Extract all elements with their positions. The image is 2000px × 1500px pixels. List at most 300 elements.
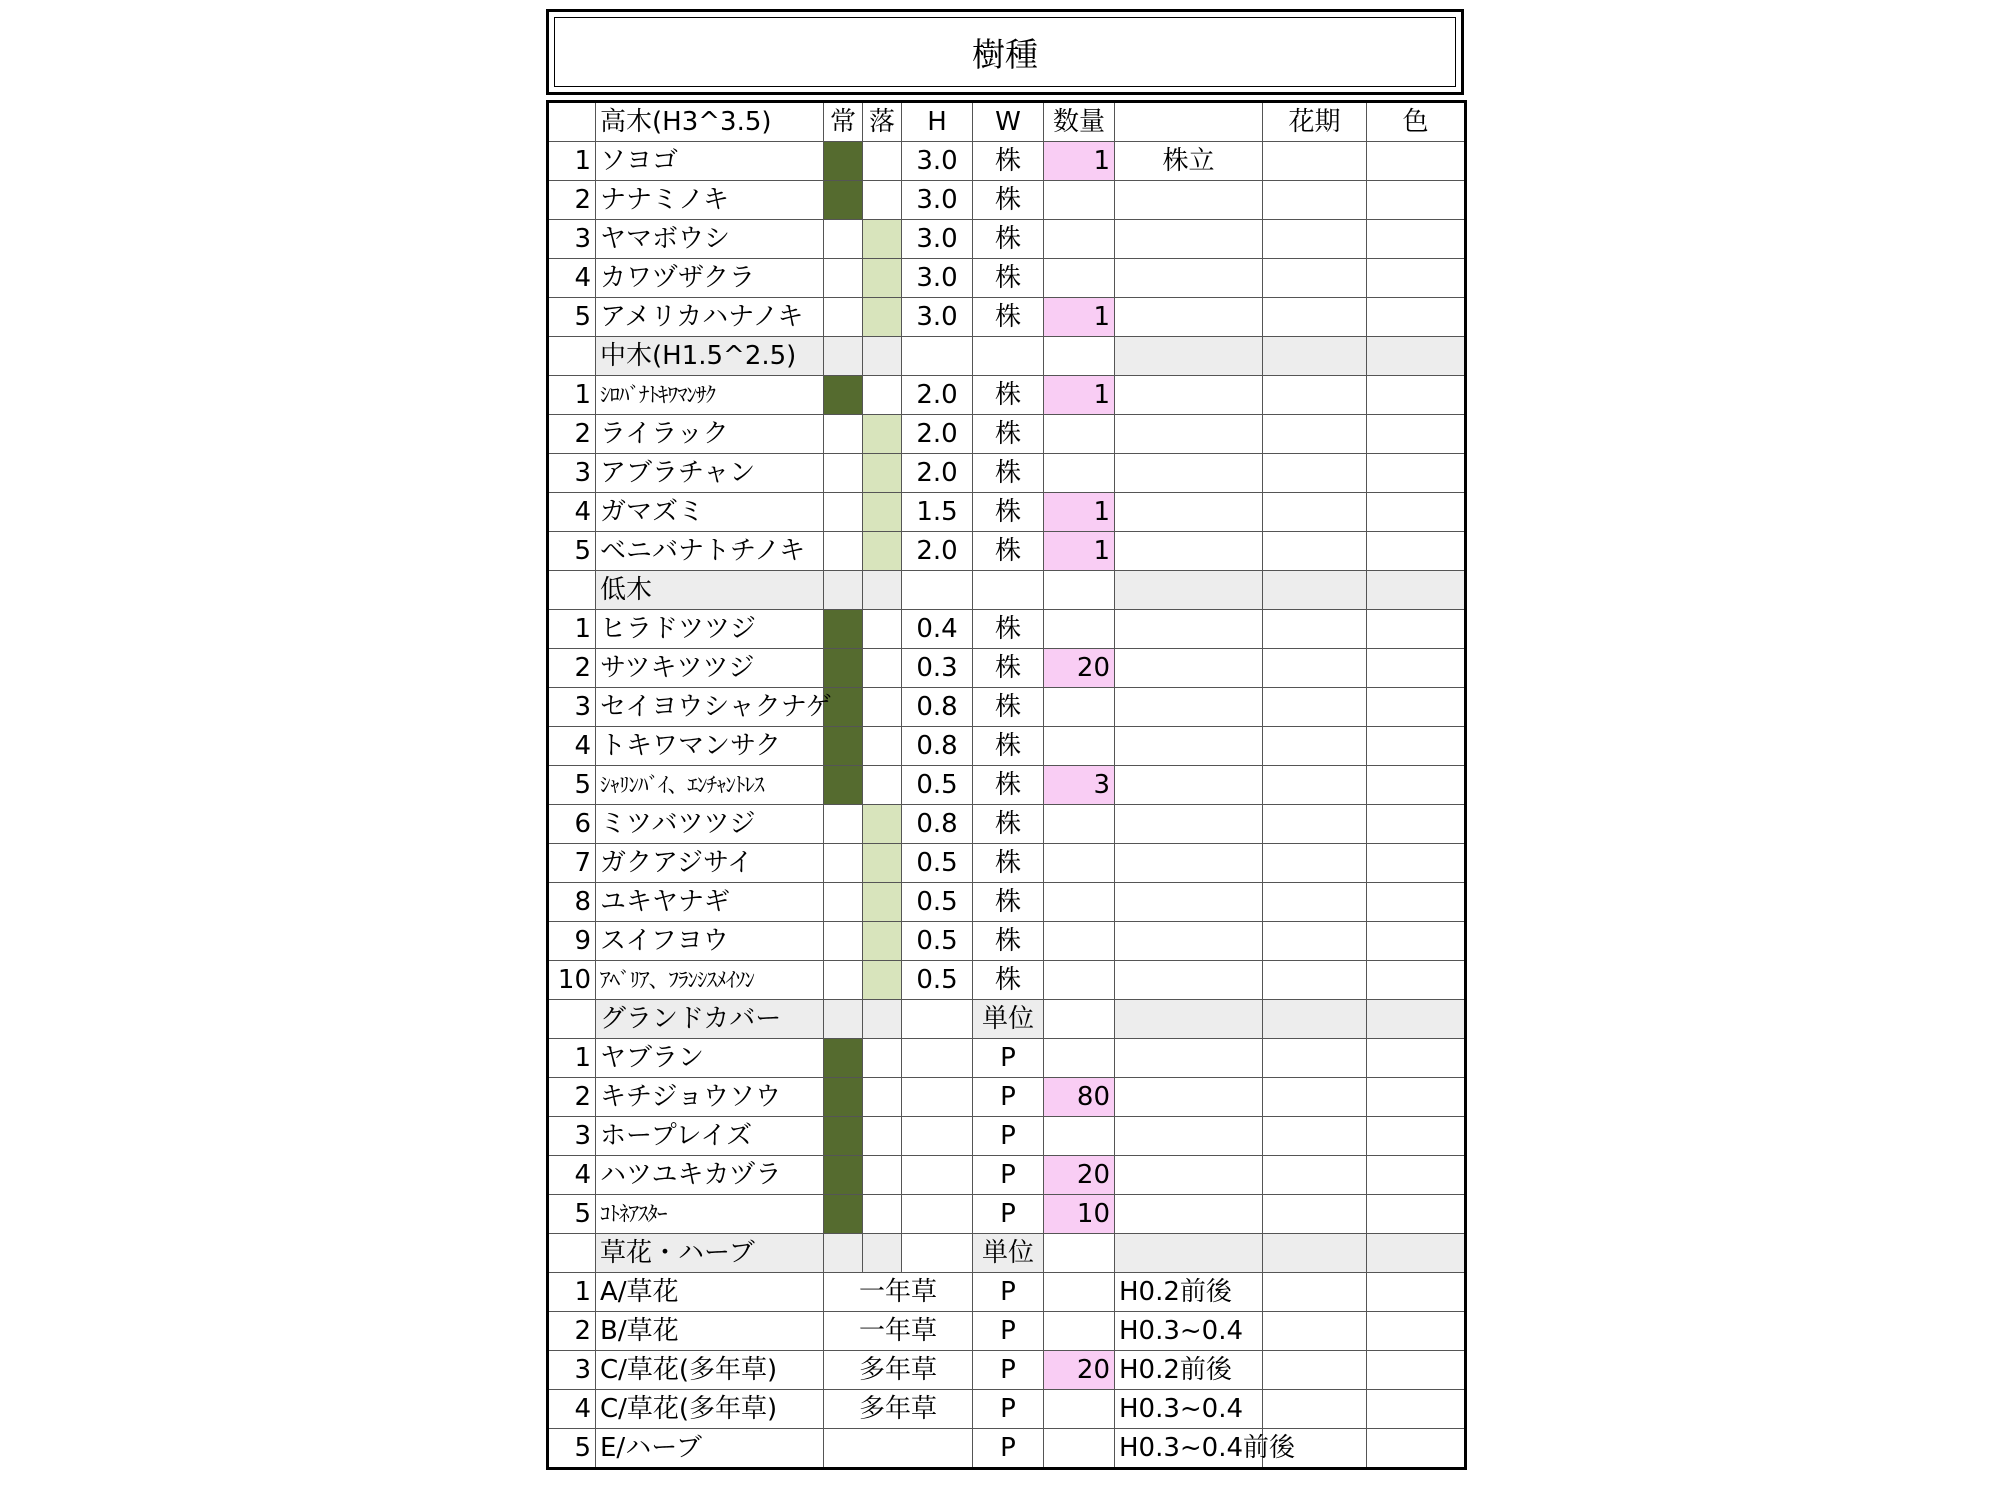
- deciduous-marker: [863, 922, 902, 961]
- deciduous-marker: [863, 961, 902, 1000]
- table-row: [548, 259, 1466, 298]
- color-cell: [1367, 766, 1466, 805]
- deciduous-marker: [863, 883, 902, 922]
- section-empty: [1367, 1000, 1466, 1039]
- section-empty: [824, 1000, 863, 1039]
- evergreen-marker: [824, 1039, 863, 1078]
- deciduous-marker: [863, 688, 902, 727]
- section-title: グランドカバー: [596, 1000, 824, 1039]
- section-empty: [824, 1234, 863, 1273]
- color-cell: [1367, 532, 1466, 571]
- row-number: 5: [548, 532, 596, 571]
- color-cell: [1367, 181, 1466, 220]
- table-row: [548, 883, 1466, 922]
- plant-name: ナナミノキ: [596, 181, 824, 220]
- table-row: [548, 922, 1466, 961]
- row-number: 4: [548, 727, 596, 766]
- height-cell: [902, 1156, 973, 1195]
- height-cell: [902, 1039, 973, 1078]
- section-title: 草花・ハーブ: [596, 1234, 824, 1273]
- bloom-cell: [1263, 142, 1367, 181]
- evergreen-marker: [824, 610, 863, 649]
- plant-name: トキワマンサク: [596, 727, 824, 766]
- section-empty: [863, 337, 902, 376]
- table-row: [548, 727, 1466, 766]
- row-number: 1: [548, 376, 596, 415]
- bloom-cell: [1263, 376, 1367, 415]
- plant-name: ｼｬﾘﾝﾊﾞｲ、ｴﾝﾁｬﾝﾄﾚｽ: [596, 766, 824, 805]
- section-header-row: [548, 337, 1466, 376]
- section-spacer: [548, 337, 596, 376]
- deciduous-marker: [863, 454, 902, 493]
- plant-name: ユキヤナギ: [596, 883, 824, 922]
- section-header-row: [548, 571, 1466, 610]
- plant-name: ライラック: [596, 415, 824, 454]
- evergreen-marker: [824, 961, 863, 1000]
- row-number: 4: [548, 1156, 596, 1195]
- note-cell: [1115, 298, 1263, 337]
- table-row: [548, 376, 1466, 415]
- quantity-cell: 1: [1044, 298, 1115, 337]
- row-number: 3: [548, 1351, 596, 1390]
- section-title: 低木: [596, 571, 824, 610]
- note-cell: H0.3~0.4前後: [1115, 1429, 1263, 1469]
- bloom-cell: [1263, 1312, 1367, 1351]
- plant-name: スイフヨウ: [596, 922, 824, 961]
- bloom-cell: [1263, 766, 1367, 805]
- color-cell: [1367, 493, 1466, 532]
- deciduous-marker: [863, 181, 902, 220]
- color-cell: [1367, 454, 1466, 493]
- height-cell: 0.3: [902, 649, 973, 688]
- note-cell: H0.3~0.4: [1115, 1390, 1263, 1429]
- row-number: 8: [548, 883, 596, 922]
- width-cell: 株: [973, 493, 1044, 532]
- evergreen-marker: [824, 376, 863, 415]
- quantity-cell: [1044, 805, 1115, 844]
- deciduous-marker: [863, 1117, 902, 1156]
- section-empty: [1115, 571, 1263, 610]
- color-cell: [1367, 259, 1466, 298]
- section-empty: [824, 337, 863, 376]
- note-cell: H0.2前後: [1115, 1351, 1263, 1390]
- bloom-cell: [1263, 610, 1367, 649]
- bloom-cell: [1263, 883, 1367, 922]
- plant-kind: 一年草: [824, 1312, 973, 1351]
- deciduous-marker: [863, 610, 902, 649]
- note-cell: H0.2前後: [1115, 1273, 1263, 1312]
- plant-name: ハツユキカヅラ: [596, 1156, 824, 1195]
- plant-kind: 多年草: [824, 1351, 973, 1390]
- bloom-cell: [1263, 727, 1367, 766]
- color-cell: [1367, 298, 1466, 337]
- color-cell: [1367, 805, 1466, 844]
- table-row: [548, 1039, 1466, 1078]
- deciduous-marker: [863, 142, 902, 181]
- section-empty: [902, 571, 973, 610]
- table-row: [548, 1117, 1466, 1156]
- height-cell: 2.0: [902, 532, 973, 571]
- quantity-cell: 1: [1044, 376, 1115, 415]
- quantity-cell: [1044, 454, 1115, 493]
- section-header-row: [548, 1234, 1466, 1273]
- table-row: [548, 805, 1466, 844]
- section-empty: [1367, 337, 1466, 376]
- bloom-cell: [1263, 181, 1367, 220]
- evergreen-marker: [824, 649, 863, 688]
- plant-name: カワヅザクラ: [596, 259, 824, 298]
- color-cell: [1367, 376, 1466, 415]
- quantity-cell: [1044, 220, 1115, 259]
- plant-name: ソヨゴ: [596, 142, 824, 181]
- note-cell: [1115, 766, 1263, 805]
- height-cell: 0.4: [902, 610, 973, 649]
- color-cell: [1367, 1429, 1466, 1469]
- note-cell: [1115, 259, 1263, 298]
- quantity-cell: [1044, 610, 1115, 649]
- table-row: [548, 298, 1466, 337]
- color-cell: [1367, 1078, 1466, 1117]
- color-cell: [1367, 415, 1466, 454]
- row-number: 2: [548, 181, 596, 220]
- section-empty: [863, 571, 902, 610]
- evergreen-marker: [824, 1117, 863, 1156]
- deciduous-marker: [863, 532, 902, 571]
- section-empty: [863, 1000, 902, 1039]
- plant-name: ｺﾄﾈｱｽﾀｰ: [596, 1195, 824, 1234]
- width-cell: 株: [973, 805, 1044, 844]
- note-cell: [1115, 454, 1263, 493]
- section-empty: [863, 1234, 902, 1273]
- table-row: [548, 415, 1466, 454]
- quantity-cell: [1044, 415, 1115, 454]
- width-cell: 株: [973, 181, 1044, 220]
- plant-name: ガマズミ: [596, 493, 824, 532]
- header-note: [1115, 102, 1263, 142]
- color-cell: [1367, 961, 1466, 1000]
- color-cell: [1367, 1156, 1466, 1195]
- section-empty: [1263, 1000, 1367, 1039]
- row-number: 2: [548, 415, 596, 454]
- deciduous-marker: [863, 1039, 902, 1078]
- evergreen-marker: [824, 181, 863, 220]
- table-row: [548, 220, 1466, 259]
- height-cell: [902, 1117, 973, 1156]
- section-empty: [1044, 1000, 1115, 1039]
- section-empty: [1044, 1234, 1115, 1273]
- section-empty: [824, 571, 863, 610]
- row-number: 5: [548, 766, 596, 805]
- row-number: 6: [548, 805, 596, 844]
- bloom-cell: [1263, 415, 1367, 454]
- height-cell: 3.0: [902, 298, 973, 337]
- plant-kind: 一年草: [824, 1273, 973, 1312]
- plant-name: ヒラドツツジ: [596, 610, 824, 649]
- unit-cell: P: [973, 1312, 1044, 1351]
- plant-name: ヤマボウシ: [596, 220, 824, 259]
- table-row: [548, 610, 1466, 649]
- plant-name: ｱﾍﾞﾘｱ、ﾌﾗﾝｼｽﾒｲｿﾝ: [596, 961, 824, 1000]
- section-spacer: [548, 571, 596, 610]
- section-empty: [1115, 337, 1263, 376]
- note-cell: [1115, 961, 1263, 1000]
- header-width: W: [973, 102, 1044, 142]
- section-empty: [973, 337, 1044, 376]
- deciduous-marker: [863, 844, 902, 883]
- section-title: 中木(H1.5^2.5): [596, 337, 824, 376]
- width-cell: 株: [973, 883, 1044, 922]
- header-color: 色: [1367, 102, 1466, 142]
- evergreen-marker: [824, 844, 863, 883]
- row-number: 3: [548, 688, 596, 727]
- note-cell: [1115, 376, 1263, 415]
- row-number: 4: [548, 493, 596, 532]
- page-title: 樹種: [554, 17, 1456, 87]
- width-cell: 株: [973, 649, 1044, 688]
- plant-name: セイヨウシャクナゲ: [596, 688, 824, 727]
- row-number: 10: [548, 961, 596, 1000]
- note-cell: [1115, 610, 1263, 649]
- height-cell: 2.0: [902, 454, 973, 493]
- row-number: 1: [548, 1273, 596, 1312]
- quantity-cell: [1044, 1039, 1115, 1078]
- note-cell: [1115, 688, 1263, 727]
- width-cell: 株: [973, 376, 1044, 415]
- table-row: [548, 142, 1466, 181]
- plant-list-sheet: [546, 9, 1464, 1497]
- evergreen-marker: [824, 454, 863, 493]
- deciduous-marker: [863, 220, 902, 259]
- row-number: 1: [548, 610, 596, 649]
- row-number: 3: [548, 220, 596, 259]
- row-number: 4: [548, 259, 596, 298]
- deciduous-marker: [863, 376, 902, 415]
- height-cell: 3.0: [902, 259, 973, 298]
- note-cell: H0.3~0.4: [1115, 1312, 1263, 1351]
- plant-name: サツキツツジ: [596, 649, 824, 688]
- plant-name: ホープレイズ: [596, 1117, 824, 1156]
- note-cell: [1115, 220, 1263, 259]
- table-row: [548, 649, 1466, 688]
- title-box: [546, 9, 1464, 95]
- unit-cell: P: [973, 1429, 1044, 1469]
- section-spacer: [548, 1000, 596, 1039]
- plant-name: キチジョウソウ: [596, 1078, 824, 1117]
- row-number: 1: [548, 142, 596, 181]
- bloom-cell: [1263, 493, 1367, 532]
- bloom-cell: [1263, 961, 1367, 1000]
- table-row: [548, 1156, 1466, 1195]
- width-cell: 株: [973, 688, 1044, 727]
- section-empty: [1044, 337, 1115, 376]
- row-number: 5: [548, 1195, 596, 1234]
- evergreen-marker: [824, 259, 863, 298]
- quantity-cell: 20: [1044, 1156, 1115, 1195]
- bloom-cell: [1263, 454, 1367, 493]
- evergreen-marker: [824, 415, 863, 454]
- plant-name: ｼﾛﾊﾞﾅﾄｷﾜﾏﾝｻｸ: [596, 376, 824, 415]
- height-cell: 0.5: [902, 844, 973, 883]
- table-row: [548, 961, 1466, 1000]
- note-cell: [1115, 493, 1263, 532]
- plant-name: E/ハーブ: [596, 1429, 824, 1469]
- bloom-cell: [1263, 649, 1367, 688]
- table-row: [548, 766, 1466, 805]
- color-cell: [1367, 220, 1466, 259]
- bloom-cell: [1263, 532, 1367, 571]
- section-empty: [1044, 571, 1115, 610]
- width-cell: 株: [973, 454, 1044, 493]
- table-row: [548, 1312, 1466, 1351]
- evergreen-marker: [824, 532, 863, 571]
- table-row: [548, 493, 1466, 532]
- height-cell: 0.5: [902, 922, 973, 961]
- color-cell: [1367, 610, 1466, 649]
- color-cell: [1367, 142, 1466, 181]
- bloom-cell: [1263, 1117, 1367, 1156]
- bloom-cell: [1263, 922, 1367, 961]
- quantity-cell: 80: [1044, 1078, 1115, 1117]
- table-row: [548, 1078, 1466, 1117]
- unit-cell: P: [973, 1273, 1044, 1312]
- color-cell: [1367, 1351, 1466, 1390]
- plant-name: ヤブラン: [596, 1039, 824, 1078]
- note-cell: [1115, 922, 1263, 961]
- plant-kind: 多年草: [824, 1390, 973, 1429]
- section-unit-label: 単位: [973, 1234, 1044, 1273]
- bloom-cell: [1263, 1195, 1367, 1234]
- quantity-cell: [1044, 1273, 1115, 1312]
- section-empty: [902, 1000, 973, 1039]
- quantity-cell: [1044, 1390, 1115, 1429]
- height-cell: 2.0: [902, 415, 973, 454]
- bloom-cell: [1263, 1390, 1367, 1429]
- header-name: 高木(H3^3.5): [596, 102, 824, 142]
- row-number: 9: [548, 922, 596, 961]
- color-cell: [1367, 1312, 1466, 1351]
- width-cell: 株: [973, 415, 1044, 454]
- note-cell: [1115, 532, 1263, 571]
- bloom-cell: [1263, 298, 1367, 337]
- note-cell: [1115, 649, 1263, 688]
- quantity-cell: [1044, 1117, 1115, 1156]
- color-cell: [1367, 1273, 1466, 1312]
- width-cell: 株: [973, 220, 1044, 259]
- quantity-cell: [1044, 181, 1115, 220]
- width-cell: 株: [973, 610, 1044, 649]
- deciduous-marker: [863, 766, 902, 805]
- bloom-cell: [1263, 1078, 1367, 1117]
- height-cell: 1.5: [902, 493, 973, 532]
- bloom-cell: [1263, 805, 1367, 844]
- header-evergreen: 常: [824, 102, 863, 142]
- color-cell: [1367, 1390, 1466, 1429]
- plant-name: アブラチャン: [596, 454, 824, 493]
- section-spacer: [548, 1234, 596, 1273]
- evergreen-marker: [824, 142, 863, 181]
- row-number: 4: [548, 1390, 596, 1429]
- note-cell: [1115, 1117, 1263, 1156]
- height-cell: 0.8: [902, 688, 973, 727]
- quantity-cell: 1: [1044, 532, 1115, 571]
- quantity-cell: [1044, 922, 1115, 961]
- deciduous-marker: [863, 415, 902, 454]
- width-cell: 株: [973, 259, 1044, 298]
- quantity-cell: 3: [1044, 766, 1115, 805]
- header-height: H: [902, 102, 973, 142]
- unit-cell: P: [973, 1351, 1044, 1390]
- color-cell: [1367, 883, 1466, 922]
- height-cell: 3.0: [902, 181, 973, 220]
- bloom-cell: [1263, 844, 1367, 883]
- color-cell: [1367, 688, 1466, 727]
- color-cell: [1367, 649, 1466, 688]
- quantity-cell: [1044, 883, 1115, 922]
- evergreen-marker: [824, 766, 863, 805]
- height-cell: [902, 1195, 973, 1234]
- row-number: 5: [548, 1429, 596, 1469]
- section-header-row: [548, 1000, 1466, 1039]
- row-number: 2: [548, 1078, 596, 1117]
- width-cell: 株: [973, 298, 1044, 337]
- width-cell: 株: [973, 142, 1044, 181]
- color-cell: [1367, 1039, 1466, 1078]
- section-empty: [973, 571, 1044, 610]
- height-cell: 0.8: [902, 805, 973, 844]
- plant-name: C/草花(多年草): [596, 1351, 824, 1390]
- note-cell: [1115, 727, 1263, 766]
- row-number: 5: [548, 298, 596, 337]
- note-cell: [1115, 883, 1263, 922]
- quantity-cell: [1044, 1429, 1115, 1469]
- row-number: 2: [548, 1312, 596, 1351]
- height-cell: 0.5: [902, 883, 973, 922]
- unit-cell: P: [973, 1039, 1044, 1078]
- header-no: [548, 102, 596, 142]
- evergreen-marker: [824, 493, 863, 532]
- plant-name: C/草花(多年草): [596, 1390, 824, 1429]
- deciduous-marker: [863, 298, 902, 337]
- section-empty: [1263, 337, 1367, 376]
- bloom-cell: [1263, 259, 1367, 298]
- width-cell: 株: [973, 727, 1044, 766]
- quantity-cell: [1044, 844, 1115, 883]
- quantity-cell: 1: [1044, 493, 1115, 532]
- row-number: 7: [548, 844, 596, 883]
- note-cell: [1115, 1078, 1263, 1117]
- height-cell: 0.5: [902, 961, 973, 1000]
- header-quantity: 数量: [1044, 102, 1115, 142]
- evergreen-marker: [824, 922, 863, 961]
- plant-name: アメリカハナノキ: [596, 298, 824, 337]
- section-empty: [902, 337, 973, 376]
- plant-name: ベニバナトチノキ: [596, 532, 824, 571]
- header-bloom: 花期: [1263, 102, 1367, 142]
- color-cell: [1367, 1117, 1466, 1156]
- height-cell: 0.8: [902, 727, 973, 766]
- note-cell: [1115, 181, 1263, 220]
- width-cell: 株: [973, 766, 1044, 805]
- table-row: [548, 1351, 1466, 1390]
- color-cell: [1367, 922, 1466, 961]
- unit-cell: P: [973, 1117, 1044, 1156]
- note-cell: [1115, 1195, 1263, 1234]
- plant-name: ガクアジサイ: [596, 844, 824, 883]
- quantity-cell: [1044, 688, 1115, 727]
- header-deciduous: 落: [863, 102, 902, 142]
- table-row: [548, 1429, 1466, 1469]
- table-row: [548, 532, 1466, 571]
